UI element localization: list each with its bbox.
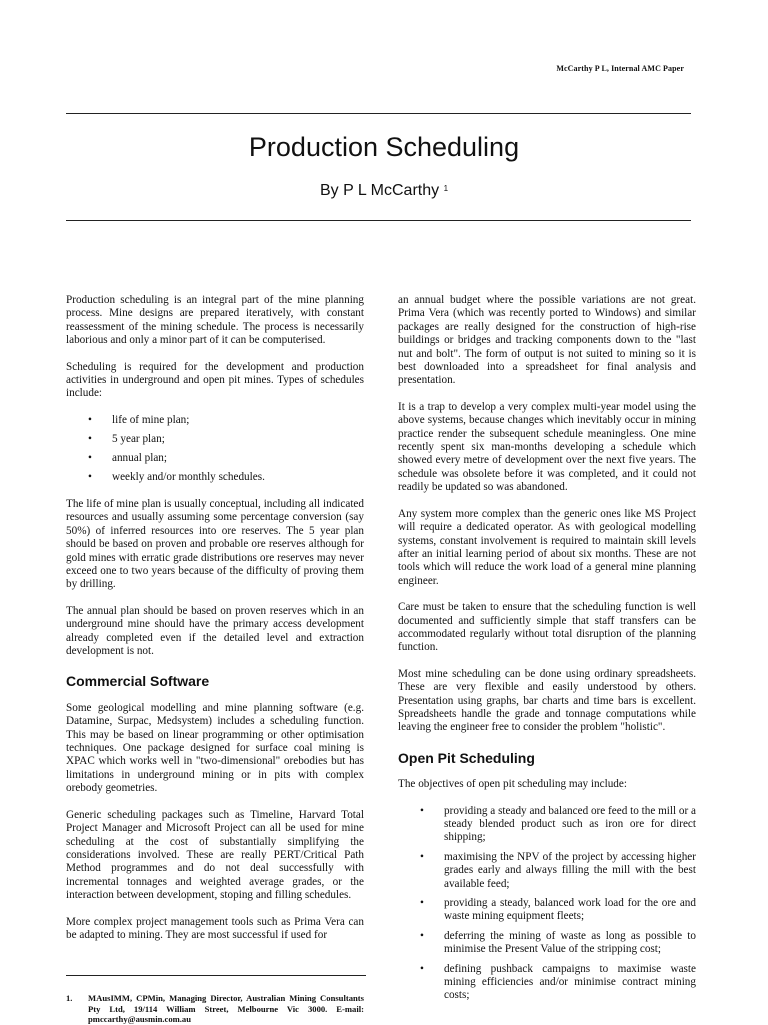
objectives-list (398, 805, 696, 1003)
paragraph: It is a trap to develop a very complex multi-year model using the above systems, because changes which inevitably occur in mining practice render the subsequent schedule meaningless. One mine recently spent six man-months developing a schedule which showed every metre of development over the next five years. The schedule was obsolete before it was completed, and it could not readily be updated so was abandoned. (398, 400, 696, 494)
left-column (66, 294, 364, 955)
list-item: • providing a steady, balanced work load for the ore and waste mining equipment fleets; (398, 897, 696, 924)
paragraph: Scheduling is required for the development and production activities in underground and open pit mines. Types of schedules include: (66, 360, 364, 400)
list-item: • 5 year plan; (66, 433, 364, 446)
paragraph: Most mine scheduling can be done using ordinary spreadsheets. These are very flexible and easily understood by others. Presentation using graphs, bar charts and time bars is excellent. Spreadsheets handle the grade and tonnage computations while leaving the engineer free to consider the problem "holistic". (398, 667, 696, 734)
paragraph: Generic scheduling packages such as Timeline, Harvard Total Project Manager and Microsoft Project can all be used for mine scheduling at the cost of substantially simplifying the considerations involved. These are really PERT/Critical Path Method programmes and do not deal successfully with incremental tonnages and weighted average grades, or the interaction between development, stoping and filling schedules. (66, 808, 364, 902)
paragraph: The objectives of open pit scheduling may include: (398, 778, 627, 791)
footnote-number: 1. (66, 993, 73, 1003)
paragraph: The annual plan should be based on proven reserves which in an underground mine should have the primary access development already completed even if the detailed level and extraction development is not. (66, 604, 364, 658)
paragraph: Any system more complex than the generic ones like MS Project will require a dedicated operator. As with geological modelling systems, constant involvement is required to maintain skill levels after an initial learning period of about six months. These are not tools which will reduce the work load of a general mine planning engineer. (398, 507, 696, 587)
footnote-text: MAusIMM, CPMin, Managing Director, Australian Mining Consultants Pty Ltd, 19/114 William Street, Melbourne Vic 3000. E-mail: pmccarthy@ausmin.com.au (88, 993, 364, 1024)
list-item: • defining pushback campaigns to maximise waste mining efficiencies and/or minimise contract mining costs; (398, 963, 696, 1003)
footnote (66, 993, 364, 1025)
section-heading-open-pit-scheduling: Open Pit Scheduling (398, 749, 535, 766)
paper-title: Production Scheduling (248, 132, 520, 162)
list-item: • annual plan; (66, 452, 364, 465)
paragraph: Some geological modelling and mine planning software (e.g. Datamine, Surpac, Medsystem) includes a scheduling function. This may be based on linear programming or other optimisation techniques. One package designed for surface coal mining is XPAC which works well in "two-dimensional" orebodies but has limitations in underground mining or in pits with complex orebody geometries. (66, 701, 364, 795)
top-rule (66, 113, 691, 114)
section-heading-commercial-software: Commercial Software (66, 673, 210, 690)
byline (0, 182, 768, 200)
paragraph: Production scheduling is an integral part of the mine planning process. Mine designs are prepared iteratively, with constant reassessment of the mining schedule. The process is necessarily laborious and only a minor part of it can be computerised. (66, 294, 364, 347)
running-head: McCarthy P L, Internal AMC Paper (556, 64, 684, 73)
list-item: • deferring the mining of waste as long as possible to minimise the Present Value of the stripping cost; (398, 930, 696, 957)
list-item: • weekly and/or monthly schedules. (66, 471, 364, 484)
paragraph: Care must be taken to ensure that the scheduling function is well documented and sufficiently simple that staff transfers can be accommodated regularly without total disruption of the planning function. (398, 601, 696, 654)
schedule-types-list (66, 414, 364, 484)
list-item: • maximising the NPV of the project by accessing higher grades early and always filling the mill with the best available feed; (398, 851, 696, 891)
list-item: • providing a steady and balanced ore feed to the mill or a steady blended product such as iron ore for direct shipping; (398, 805, 696, 845)
footnote-mark: 1 (443, 184, 449, 193)
author-name: By P L McCarthy (319, 182, 440, 199)
footnote-rule (66, 975, 366, 976)
paragraph: The life of mine plan is usually conceptual, including all indicated resources and usually assuming some percentage conversion (say 50%) of inferred resources into ore reserves. The 5 year plan should be based on proven and probable ore reserves although for gold mines with erratic grade distributions ore reserves may never exceed one to two years because of the difficulty of proving them by drilling. (66, 497, 364, 591)
paragraph: More complex project management tools such as Prima Vera can be adapted to mining. They are most successful if used for (66, 915, 364, 941)
title-bottom-rule (66, 220, 691, 221)
paragraph: an annual budget where the possible variations are not great. Prima Vera (which was recently ported to Windows) and similar packages are really designed for the construction of high-rise buildings or bridges and tracking components down to the "last nut and bolt". The form of output is not suited to mining so it is best downloaded into a spreadsheet for final analysis and presentation. (398, 294, 696, 387)
list-item: • life of mine plan; (66, 414, 364, 427)
right-column (398, 294, 696, 1017)
